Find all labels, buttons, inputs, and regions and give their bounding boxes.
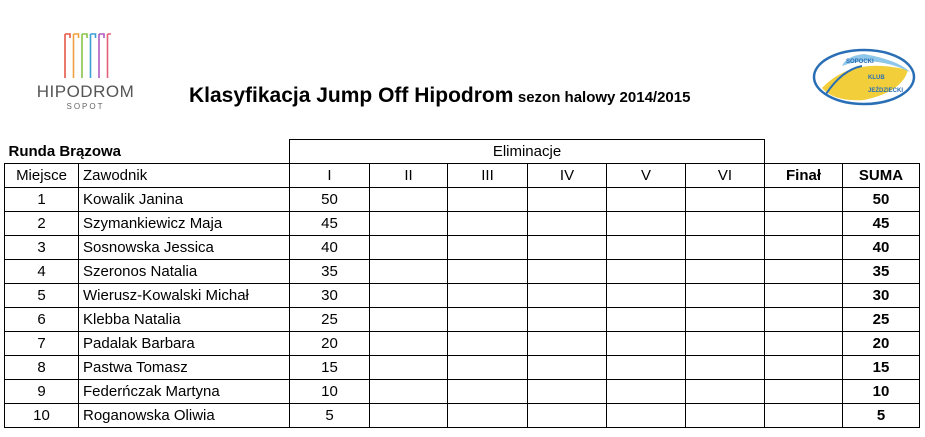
final-cell <box>765 332 843 356</box>
elim-empty-cell <box>607 284 686 308</box>
elim-empty-cell <box>370 332 448 356</box>
table-row <box>5 356 920 380</box>
final-cell <box>765 380 843 404</box>
elim-empty-cell <box>607 356 686 380</box>
elim-header-VI: VI <box>686 164 765 188</box>
table-top-header-row <box>5 140 920 164</box>
elim-header-I: I <box>290 164 370 188</box>
elim-empty-cell <box>607 260 686 284</box>
sum-cell: 30 <box>843 284 920 308</box>
elim-empty-cell <box>686 236 765 260</box>
table-row <box>5 404 920 428</box>
elim-empty-cell <box>607 332 686 356</box>
sum-cell: 25 <box>843 308 920 332</box>
page-title <box>189 84 690 108</box>
place-header: Miejsce <box>5 164 79 188</box>
elim-header-V: V <box>607 164 686 188</box>
elim-empty-cell <box>448 260 528 284</box>
elim-empty-cell <box>448 212 528 236</box>
elim-empty-cell <box>686 356 765 380</box>
classification-table <box>4 139 920 428</box>
elim-empty-cell <box>686 404 765 428</box>
elim-empty-cell <box>448 188 528 212</box>
final-cell <box>765 404 843 428</box>
table-row <box>5 212 920 236</box>
club-logo-bottom-text: JEŹDZIECKI <box>868 88 904 94</box>
final-cell <box>765 188 843 212</box>
elim-I-cell: 35 <box>290 260 370 284</box>
page-title-main: Klasyfikacja Jump Off Hipodrom <box>189 84 514 107</box>
elim-empty-cell <box>448 356 528 380</box>
elim-empty-cell <box>607 308 686 332</box>
sum-header: SUMA <box>843 164 920 188</box>
elim-empty-cell <box>370 236 448 260</box>
page-title-sub: sezon halowy 2014/2015 <box>517 89 691 106</box>
place-cell: 4 <box>5 260 79 284</box>
hipodrom-logo-sub: SOPOT <box>66 102 105 111</box>
place-cell: 5 <box>5 284 79 308</box>
elim-empty-cell <box>528 236 607 260</box>
elim-empty-cell <box>528 188 607 212</box>
elim-empty-cell <box>370 380 448 404</box>
hipodrom-pens-icon <box>61 28 111 82</box>
rider-name-cell: Padalak Barbara <box>79 332 290 356</box>
elim-empty-cell <box>448 308 528 332</box>
table-row <box>5 260 920 284</box>
eliminations-header: Eliminacje <box>290 140 765 164</box>
elim-empty-cell <box>448 284 528 308</box>
table-column-header-row <box>5 164 920 188</box>
sum-cell: 35 <box>843 260 920 284</box>
table-row <box>5 332 920 356</box>
elim-header-II: II <box>370 164 448 188</box>
elim-empty-cell <box>448 380 528 404</box>
elim-empty-cell <box>370 212 448 236</box>
elim-empty-cell <box>686 212 765 236</box>
elim-empty-cell <box>686 308 765 332</box>
place-cell: 6 <box>5 308 79 332</box>
elim-empty-cell <box>528 380 607 404</box>
final-header: Finał <box>765 164 843 188</box>
club-logo <box>812 48 916 106</box>
table-row <box>5 380 920 404</box>
table-row <box>5 188 920 212</box>
place-cell: 3 <box>5 236 79 260</box>
elim-empty-cell <box>528 212 607 236</box>
rider-name-cell: Szymankiewicz Maja <box>79 212 290 236</box>
elim-empty-cell <box>607 188 686 212</box>
elim-empty-cell <box>448 332 528 356</box>
table-row <box>5 308 920 332</box>
elim-I-cell: 50 <box>290 188 370 212</box>
elim-header-III: III <box>448 164 528 188</box>
rider-name-cell: Sosnowska Jessica <box>79 236 290 260</box>
rider-name-cell: Pastwa Tomasz <box>79 356 290 380</box>
elim-header-IV: IV <box>528 164 607 188</box>
elim-empty-cell <box>607 236 686 260</box>
elim-empty-cell <box>528 260 607 284</box>
hipodrom-logo <box>28 24 143 110</box>
elim-I-cell: 40 <box>290 236 370 260</box>
elim-empty-cell <box>370 356 448 380</box>
sum-cell: 10 <box>843 380 920 404</box>
rider-name-cell: Szeronos Natalia <box>79 260 290 284</box>
rider-name-cell: Kowalik Janina <box>79 188 290 212</box>
rider-name-cell: Wierusz-Kowalski Michał <box>79 284 290 308</box>
final-cell <box>765 212 843 236</box>
final-cell <box>765 308 843 332</box>
final-cell <box>765 236 843 260</box>
elim-empty-cell <box>370 260 448 284</box>
elim-empty-cell <box>528 332 607 356</box>
elim-I-cell: 10 <box>290 380 370 404</box>
table-row <box>5 284 920 308</box>
elim-I-cell: 15 <box>290 356 370 380</box>
rider-name-cell: Roganowska Oliwia <box>79 404 290 428</box>
elim-I-cell: 45 <box>290 212 370 236</box>
sum-cell: 40 <box>843 236 920 260</box>
elim-I-cell: 30 <box>290 284 370 308</box>
elim-empty-cell <box>686 188 765 212</box>
elim-empty-cell <box>370 284 448 308</box>
rider-name-cell: Federńczak Martyna <box>79 380 290 404</box>
final-cell <box>765 260 843 284</box>
elim-empty-cell <box>607 404 686 428</box>
final-cell <box>765 284 843 308</box>
club-emblem-icon <box>812 48 916 106</box>
table-row <box>5 236 920 260</box>
place-cell: 10 <box>5 404 79 428</box>
elim-empty-cell <box>528 356 607 380</box>
elim-empty-cell <box>448 236 528 260</box>
elim-empty-cell <box>607 380 686 404</box>
hipodrom-logo-name: HIPODROM <box>36 82 135 101</box>
elim-empty-cell <box>370 188 448 212</box>
sum-cell: 20 <box>843 332 920 356</box>
elim-empty-cell <box>448 404 528 428</box>
place-cell: 2 <box>5 212 79 236</box>
elim-empty-cell <box>686 380 765 404</box>
elim-empty-cell <box>528 308 607 332</box>
round-label: Runda Brązowa <box>5 140 290 164</box>
elim-empty-cell <box>686 332 765 356</box>
place-cell: 8 <box>5 356 79 380</box>
elim-I-cell: 20 <box>290 332 370 356</box>
elim-empty-cell <box>370 308 448 332</box>
sum-cell: 15 <box>843 356 920 380</box>
rider-header: Zawodnik <box>79 164 290 188</box>
elim-I-cell: 25 <box>290 308 370 332</box>
elim-empty-cell <box>607 212 686 236</box>
final-cell <box>765 356 843 380</box>
club-logo-mid-text: KLUB <box>868 75 885 81</box>
elim-empty-cell <box>686 284 765 308</box>
elim-empty-cell <box>370 404 448 428</box>
sum-cell: 5 <box>843 404 920 428</box>
elim-I-cell: 5 <box>290 404 370 428</box>
place-cell: 1 <box>5 188 79 212</box>
place-cell: 9 <box>5 380 79 404</box>
sum-cell: 50 <box>843 188 920 212</box>
club-logo-top-text: SOPOCKI <box>846 59 874 65</box>
elim-empty-cell <box>686 260 765 284</box>
elim-empty-cell <box>528 284 607 308</box>
sum-cell: 45 <box>843 212 920 236</box>
rider-name-cell: Klebba Natalia <box>79 308 290 332</box>
elim-empty-cell <box>528 404 607 428</box>
place-cell: 7 <box>5 332 79 356</box>
